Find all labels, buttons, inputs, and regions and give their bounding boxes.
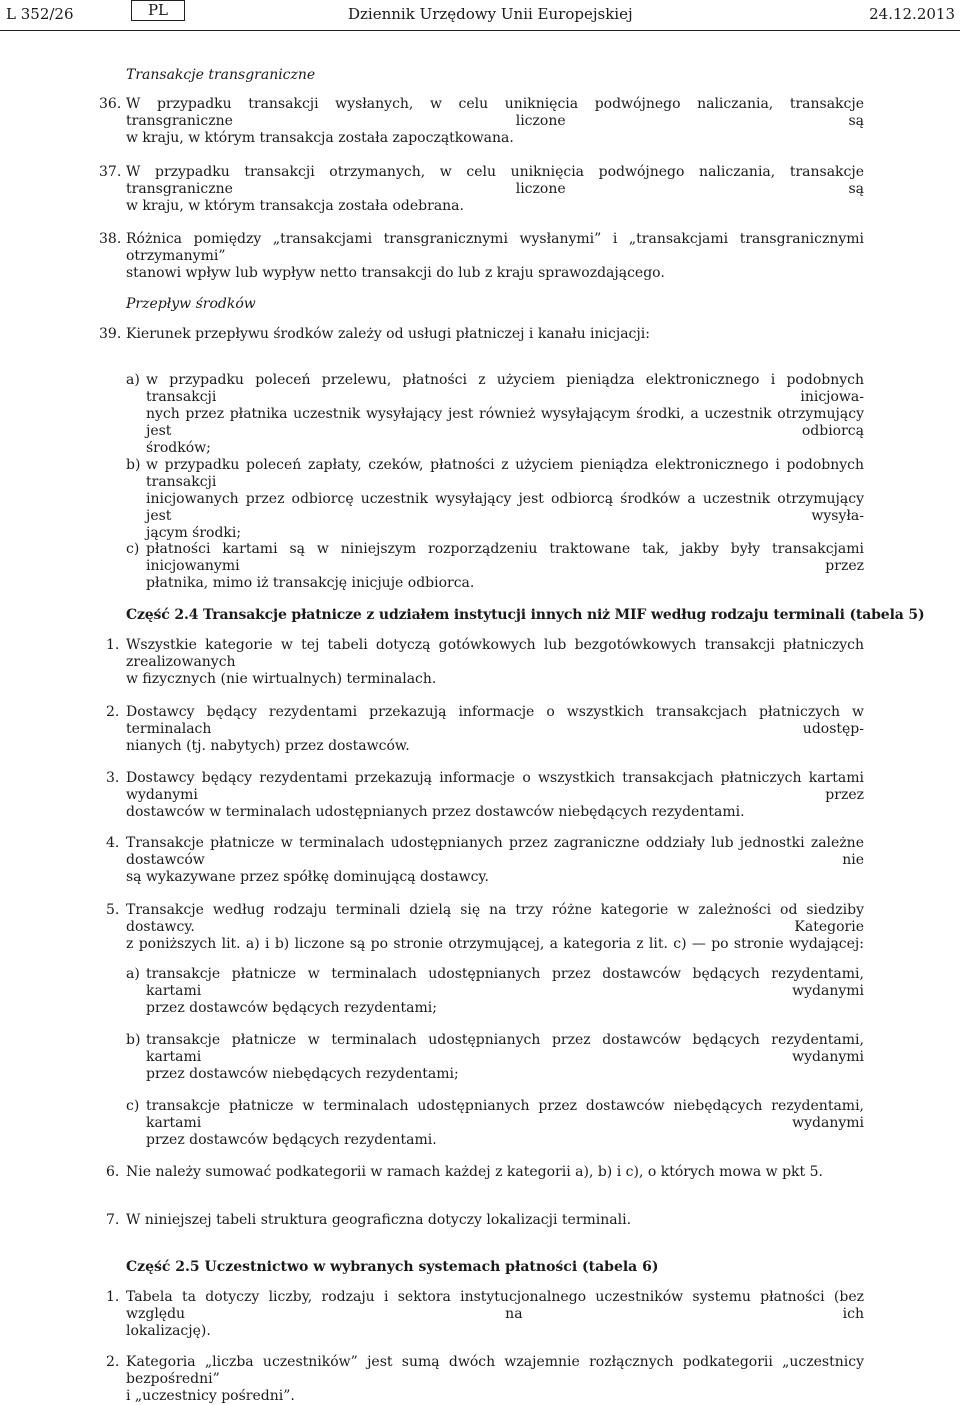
paragraph-number: 2. — [106, 704, 120, 720]
section-heading-cross-border: Transakcje transgraniczne — [126, 67, 316, 83]
paragraph-number: 1. — [106, 1289, 120, 1305]
paragraph-number: 5. — [106, 902, 120, 918]
text-line: W przypadku transakcji wysłanych, w celu uniknięcia podwójnego naliczania, transakcje transgraniczne liczone są — [126, 96, 864, 129]
paragraph-number: 6. — [106, 1164, 120, 1180]
language-badge: PL — [131, 0, 185, 21]
text-line: Dostawcy będący rezydentami przekazują informacje o wszystkich transakcjach płatniczych w terminalach udostęp- — [126, 704, 864, 737]
paragraph-number: 1. — [106, 637, 120, 653]
journal-header — [0, 0, 960, 31]
text-line: Tabela ta dotyczy liczby, rodzaju i sektora instytucjonalnego uczestników systemu płatności (bez względu na ich — [126, 1289, 864, 1322]
text-line: nianych (tj. nabytych) przez dostawców. — [126, 738, 410, 754]
paragraph-number: 7. — [106, 1212, 120, 1228]
text-line: w przypadku poleceń przelewu, płatności z użyciem pieniądza elektronicznego i podobnych transakcji inicjowa- — [146, 372, 864, 405]
publication-date: 24.12.2013 — [869, 5, 955, 23]
text-line: Nie należy sumować podkategorii w ramach każdej z kategorii a), b) i c), o których mowa w pkt 5. — [126, 1164, 823, 1180]
heading-title: Transakcje płatnicze z udziałem instytucji innych niż MIF według rodzaju terminali (tabela 5) — [198, 607, 925, 623]
text-line: środków; — [146, 440, 211, 456]
paragraph-number: 3. — [106, 770, 120, 786]
text-line: lokalizację). — [126, 1323, 211, 1339]
list-letter: a) — [126, 966, 140, 982]
paragraph-number: 37. — [99, 164, 122, 180]
text-line: stanowi wpływ lub wypływ netto transakcji do lub z kraju sprawozdającego. — [126, 265, 665, 281]
text-line: dostawców w terminalach udostępnianych przez dostawców niebędących rezydentami. — [126, 804, 745, 820]
text-line: Różnica pomiędzy „transakcjami transgranicznymi wysłanymi” i „transakcjami transgranicznymi otrzymanymi” — [126, 231, 864, 264]
paragraph-number: 36. — [99, 96, 122, 112]
text-line: transakcje płatnicze w terminalach udostępnianych przez dostawców będących rezydentami, kartami wydanymi — [146, 1032, 864, 1065]
section-heading-2-4 — [126, 606, 925, 624]
paragraph-number: 39. — [99, 326, 122, 342]
text-line: w fizycznych (nie wirtualnych) terminalach. — [126, 671, 437, 687]
text-line: płatności kartami są w niniejszym rozporządzeniu traktowane tak, jakby były transakcjami inicjowanymi przez — [146, 541, 864, 574]
text-line: są wykazywane przez spółkę dominującą dostawcy. — [126, 869, 489, 885]
text-line: przez dostawców niebędących rezydentami; — [146, 1066, 459, 1082]
text-line: w kraju, w którym transakcja została odebrana. — [126, 198, 464, 214]
page-reference: L 352/26 — [6, 5, 74, 23]
heading-prefix: Część — [126, 607, 175, 623]
text-line: Transakcje płatnicze w terminalach udostępnianych przez zagraniczne oddziały lub jednostki zależne dostawców nie — [126, 835, 864, 868]
heading-title: Uczestnictwo w wybranych systemach płatności (tabela 6) — [199, 1259, 659, 1275]
paragraph-number: 4. — [106, 835, 120, 851]
text-line: z poniższych lit. a) i b) liczone są po stronie otrzymującej, a kategoria z lit. c) — po stronie wydającej: — [126, 936, 864, 952]
list-letter: c) — [126, 1098, 140, 1114]
heading-number: 2.5 — [175, 1259, 200, 1275]
text-line: nych przez płatnika uczestnik wysyłający jest również wysyłającym środki, a uczestnik otrzymujący jest odbiorcą — [146, 406, 864, 439]
section-heading-2-5 — [126, 1258, 659, 1276]
section-heading-funds-flow: Przepływ środków — [126, 296, 256, 312]
text-line: i „uczestnicy pośredni”. — [126, 1388, 295, 1404]
paragraph-number: 2. — [106, 1354, 120, 1370]
text-line: Dostawcy będący rezydentami przekazują informacje o wszystkich transakcjach płatniczych kartami wydanymi przez — [126, 770, 864, 803]
text-line: jącym środki; — [146, 525, 242, 541]
text-line: transakcje płatnicze w terminalach udostępnianych przez dostawców niebędących rezydentami, kartami wydanymi — [146, 1098, 864, 1131]
list-letter: c) — [126, 541, 140, 557]
text-line: W niniejszej tabeli struktura geograficzna dotyczy lokalizacji terminali. — [126, 1212, 632, 1228]
text-line: Wszystkie kategorie w tej tabeli dotyczą gotówkowych lub bezgotówkowych transakcji płatniczych zrealizowanych — [126, 637, 864, 670]
paragraph-number: 38. — [99, 231, 122, 247]
text-line: Kierunek przepływu środków zależy od usługi płatniczej i kanału inicjacji: — [126, 326, 650, 342]
text-line: inicjowanych przez odbiorcę uczestnik wysyłający jest odbiorcą środków a uczestnik otrzymujący jest wysyła- — [146, 491, 864, 524]
list-letter: a) — [126, 372, 140, 388]
text-line: w przypadku poleceń zapłaty, czeków, płatności z użyciem pieniądza elektronicznego i podobnych transakcji — [146, 457, 864, 490]
text-line: transakcje płatnicze w terminalach udostępnianych przez dostawców będących rezydentami, kartami wydanymi — [146, 966, 864, 999]
text-line: Kategoria „liczba uczestników” jest sumą dwóch wzajemnie rozłącznych podkategorii „uczestnicy bezpośredni” — [126, 1354, 864, 1387]
list-letter: b) — [126, 1032, 141, 1048]
text-line: przez dostawców będących rezydentami; — [146, 1000, 437, 1016]
text-line: przez dostawców będących rezydentami. — [146, 1132, 437, 1148]
heading-prefix: Część — [126, 1259, 176, 1275]
text-line: W przypadku transakcji otrzymanych, w celu uniknięcia podwójnego naliczania, transakcje transgraniczne liczone są — [126, 164, 864, 197]
text-line: Transakcje według rodzaju terminali dzielą się na trzy różne kategorie w zależności od siedziby dostawcy. Kategorie — [126, 902, 864, 935]
text-line: płatnika, mimo iż transakcję inicjuje odbiorca. — [146, 575, 475, 591]
journal-title: Dziennik Urzędowy Unii Europejskiej — [348, 5, 633, 23]
text-line: w kraju, w którym transakcja została zapoczątkowana. — [126, 130, 514, 146]
heading-number: 2.4 — [174, 607, 199, 623]
list-letter: b) — [126, 457, 141, 473]
